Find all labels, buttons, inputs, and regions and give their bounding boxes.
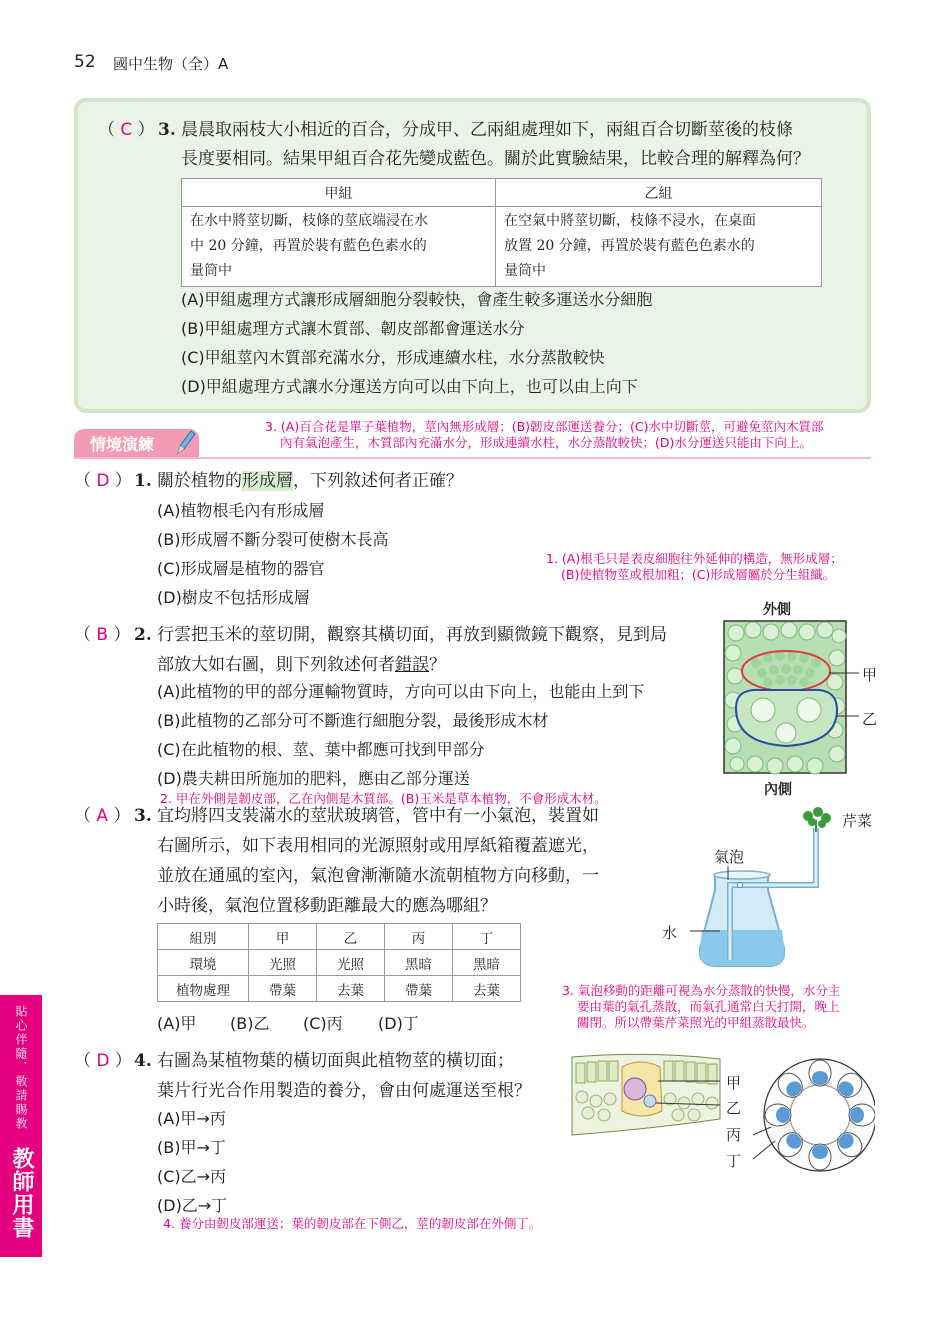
table-cell: 去葉 xyxy=(317,976,385,1002)
table-cell: 環境 xyxy=(158,950,249,976)
q4-answer: （ D ） xyxy=(74,1051,132,1071)
option-c: (C)甲組莖內木質部充滿水分，形成連續水柱，水分蒸散較快 xyxy=(181,348,605,367)
table-cell: 在空氣中將莖切斷，枝條不浸水，在桌面 放置 20 分鐘，再置於裝有藍色色素水的 量筒中 xyxy=(496,207,822,287)
xylem-region xyxy=(776,1107,790,1123)
option-d: (D)乙→丁 xyxy=(157,1196,228,1215)
review-q3-note: 3. (A)百合花是單子葉植物，莖內無形成層；(B)韌皮部運送養分；(C)水中切斷莖，可避免莖內木質部 內有氣泡產生，木質部內充滿水分，形成連續水柱，水分蒸散較快；(D)水分運送只能由下向上。 xyxy=(265,419,824,450)
option-a: (A)甲組處理方式讓形成層細胞分裂較快，會產生較多運送水分細胞 xyxy=(181,290,653,309)
q2-figure-label-a: 甲 xyxy=(862,666,878,684)
q2-stem-2: 部放大如右圖，則下列敘述何者錯誤？ xyxy=(157,655,446,675)
q3-note: 3. 氣泡移動的距離可視為水分蒸散的快慢，水分主 要由葉的氣孔蒸散，而氣孔通常白天打開，晚上 關閉。所以帶葉芹菜照光的甲組蒸散最快。 xyxy=(562,983,841,1030)
table-cell: 帶葉 xyxy=(385,976,453,1002)
q4-figure-label-a: 甲 xyxy=(726,1074,742,1092)
q3-stem: 宜均將四支裝滿水的莖狀玻璃管，管中有一小氣泡，裝置如 右圖所示，如下表用相同的光源照射或用厚紙箱覆蓋遮光， 並放在通風的室內，氣泡會漸漸隨水流朝植物方向移動，一 小時後，氣泡位置移動距離最大的應為哪組？ xyxy=(157,806,599,916)
table-cell: 光照 xyxy=(249,950,317,976)
q4-figure-label-c: 丙 xyxy=(726,1126,742,1144)
table-cell: 乙 xyxy=(317,924,385,950)
q1-answer: （ D ） xyxy=(74,471,132,491)
section-title-bar xyxy=(74,429,199,457)
review-q3-table xyxy=(181,178,822,287)
table-cell: 甲 xyxy=(249,924,317,950)
q2-figure-inner-label: 內側 xyxy=(764,782,792,798)
review-q3-options xyxy=(181,285,652,401)
q3-figure-bubble-label: 氣泡 xyxy=(714,848,745,866)
vascular-bundle-figure xyxy=(721,618,881,778)
q2-answer: （ B ） xyxy=(74,625,131,645)
book-title: 國中生物（全）A xyxy=(113,55,229,73)
xylem-region xyxy=(812,1071,828,1085)
q1-note: 1. (A)根毛只是表皮細胞往外延伸的構造，無形成層； (B)使植物莖或根加粗；(C)形成層屬於分生組織。 xyxy=(546,551,843,582)
review-q3-number: 3. xyxy=(158,120,176,140)
table-cell: 植物處理 xyxy=(158,976,249,1002)
option-c: (C)形成層是植物的器官 xyxy=(157,559,325,578)
q4-note: 4. 養分由韌皮部運送；葉的韌皮部在下側乙，莖的韌皮部在外側丁。 xyxy=(163,1216,542,1231)
q1-number: 1. xyxy=(134,471,152,491)
review-q3-stem-2: 長度要相同。結果甲組百合花先變成藍色。關於此實驗結果，比較合理的解釋為何？ xyxy=(181,149,810,169)
q2-stem-1: 行雲把玉米的莖切開，觀察其橫切面，再放到顯微鏡下觀察，見到局 xyxy=(157,625,667,645)
option-d: (D)丁 xyxy=(378,1014,419,1033)
stem-cross-section-figure xyxy=(745,1055,875,1175)
q3-answer: （ A ） xyxy=(74,806,131,826)
q3-table xyxy=(157,923,521,1002)
option-c: (C)乙→丙 xyxy=(157,1167,227,1186)
option-b: (B)此植物的乙部分可不斷進行細胞分裂，最後形成木材 xyxy=(157,711,549,730)
q2-figure-outer-label: 外側 xyxy=(763,602,791,618)
review-q3-answer: （ C ） xyxy=(98,120,155,140)
section-title: 情境演練 xyxy=(90,435,155,454)
option-a: (A)植物根毛內有形成層 xyxy=(157,501,325,520)
table-cell: 丙 xyxy=(385,924,453,950)
option-d: (D)樹皮不包括形成層 xyxy=(157,588,310,607)
flask-apparatus-figure xyxy=(680,800,840,975)
table-cell: 帶葉 xyxy=(249,976,317,1002)
side-tab-big-text: 教師用書 xyxy=(9,1147,34,1239)
q2-options xyxy=(157,677,644,793)
q4-stem: 右圖為某植物葉的橫切面與此植物莖的橫切面； 葉片行光合作用製造的養分，會由何處運送至根？ xyxy=(157,1051,531,1101)
table-cell: 黑暗 xyxy=(453,950,521,976)
table-cell: 去葉 xyxy=(453,976,521,1002)
table-cell: 在水中將莖切斷，枝條的莖底端浸在水 中 20 分鐘，再置於裝有藍色色素水的 量筒中 xyxy=(182,207,496,287)
q2-number: 2. xyxy=(134,625,152,645)
highlight-term: 形成層 xyxy=(242,471,293,491)
option-a: (A)甲→丙 xyxy=(157,1109,226,1128)
q4-number: 4. xyxy=(134,1051,152,1071)
side-tab-small-text: 貼心伴隨．敬請賜教 xyxy=(14,1005,28,1131)
q4-figure-label-d: 丁 xyxy=(726,1152,742,1170)
table-header: 乙組 xyxy=(496,179,822,207)
q3-figure-plant-label: 芹菜 xyxy=(842,812,873,830)
table-cell: 黑暗 xyxy=(385,950,453,976)
leaf-cross-section-figure xyxy=(570,1049,730,1141)
q2-figure-label-b: 乙 xyxy=(862,710,878,728)
option-c: (C)在此植物的根、莖、葉中都應可找到甲部分 xyxy=(157,740,485,759)
table-cell: 丁 xyxy=(453,924,521,950)
q3-number: 3. xyxy=(134,806,152,826)
option-a: (A)甲 xyxy=(157,1014,197,1033)
option-d: (D)甲組處理方式讓水分運送方向可以由下向上，也可以由上向下 xyxy=(181,377,638,396)
q3-options xyxy=(157,1009,419,1038)
table-cell: 組別 xyxy=(158,924,249,950)
review-q3-stem-1: 晨晨取兩枝大小相近的百合，分成甲、乙兩組處理如下，兩組百合切斷莖後的枝條 xyxy=(181,120,793,140)
option-b: (B)乙 xyxy=(230,1014,270,1033)
pencil-icon xyxy=(174,429,196,455)
table-header: 甲組 xyxy=(182,179,496,207)
option-c: (C)丙 xyxy=(303,1014,343,1033)
q4-figure-label-b: 乙 xyxy=(726,1099,742,1117)
page-number: 52 xyxy=(74,52,96,72)
q4-options xyxy=(157,1104,227,1220)
table-cell: 光照 xyxy=(317,950,385,976)
section-underline xyxy=(74,457,871,459)
q2-note: 2. 甲在外側是韌皮部，乙在內側是木質部。(B)玉米是草本植物，不會形成木材。 xyxy=(160,791,607,806)
option-b: (B)甲組處理方式讓木質部、韌皮部都會運送水分 xyxy=(181,319,525,338)
side-tab xyxy=(0,995,42,1257)
option-a: (A)此植物的甲的部分運輸物質時，方向可以由下向上，也能由上到下 xyxy=(157,682,645,701)
xylem-region xyxy=(850,1107,864,1123)
q1-stem: 關於植物的形成層，下列敘述何者正確？ xyxy=(157,471,463,491)
q3-figure-water-label: 水 xyxy=(662,924,678,942)
option-b: (B)形成層不斷分裂可使樹木長高 xyxy=(157,530,389,549)
q1-options xyxy=(157,496,388,612)
xylem-region xyxy=(812,1145,828,1159)
option-d: (D)農夫耕田所施加的肥料，應由乙部分運送 xyxy=(157,769,470,788)
option-b: (B)甲→丁 xyxy=(157,1138,226,1157)
